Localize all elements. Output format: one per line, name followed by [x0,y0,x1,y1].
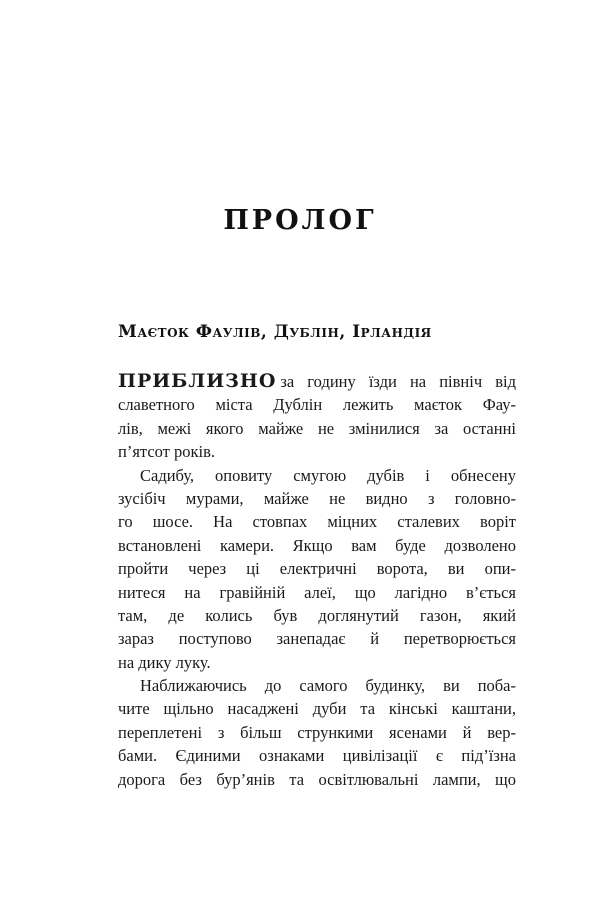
text-line: на дику луку. [118,652,211,672]
text-line: нитеся на гравійній алеї, що лагідно в’ється [118,582,516,602]
text-line [118,370,516,393]
text-line: п’ятсот років. [118,442,216,462]
chapter-title: ПРОЛОГ [223,205,377,236]
text-line: лів, межі якого майже не змінилися за останні [118,418,516,438]
text-line: там, де колись був доглянутий газон, який [118,605,516,625]
text-line: чите щільно насаджені дуби та кінські каштани, [118,699,516,719]
text-line-content: за годину їзди на північ від [280,372,516,391]
text-line: встановлені камери. Якщо вам буде дозволено [118,535,516,555]
text-line: зараз поступово занепадає й перетворюється [118,629,516,649]
text-line: славетного міста Дублін лежить маєток Фау- [118,395,516,415]
section-heading: Маєток Фаулів, Дублін, Ірландія [118,322,432,342]
text-line: го шосе. На стовпах міцних сталевих воріт [118,512,516,532]
body-text [118,370,516,791]
text-line: пройти через ці електричні ворота, ви опи- [118,559,516,579]
text-line: дорога без бур’янів та освітлювальні лампи, що [118,769,516,789]
lead-word: ПРИБЛИЗНО [118,370,277,392]
text-line: бами. Єдиними ознаками цивілізації є під’їзна [118,746,516,766]
text-line: Наближаючись до самого будинку, ви поба- [140,676,516,696]
text-line: Садибу, оповиту смугою дубів і обнесену [140,465,516,485]
text-line: переплетені з більш стрункими ясенами й вер- [118,722,516,742]
text-line: зусібіч мурами, майже не видно з головно- [118,488,516,508]
